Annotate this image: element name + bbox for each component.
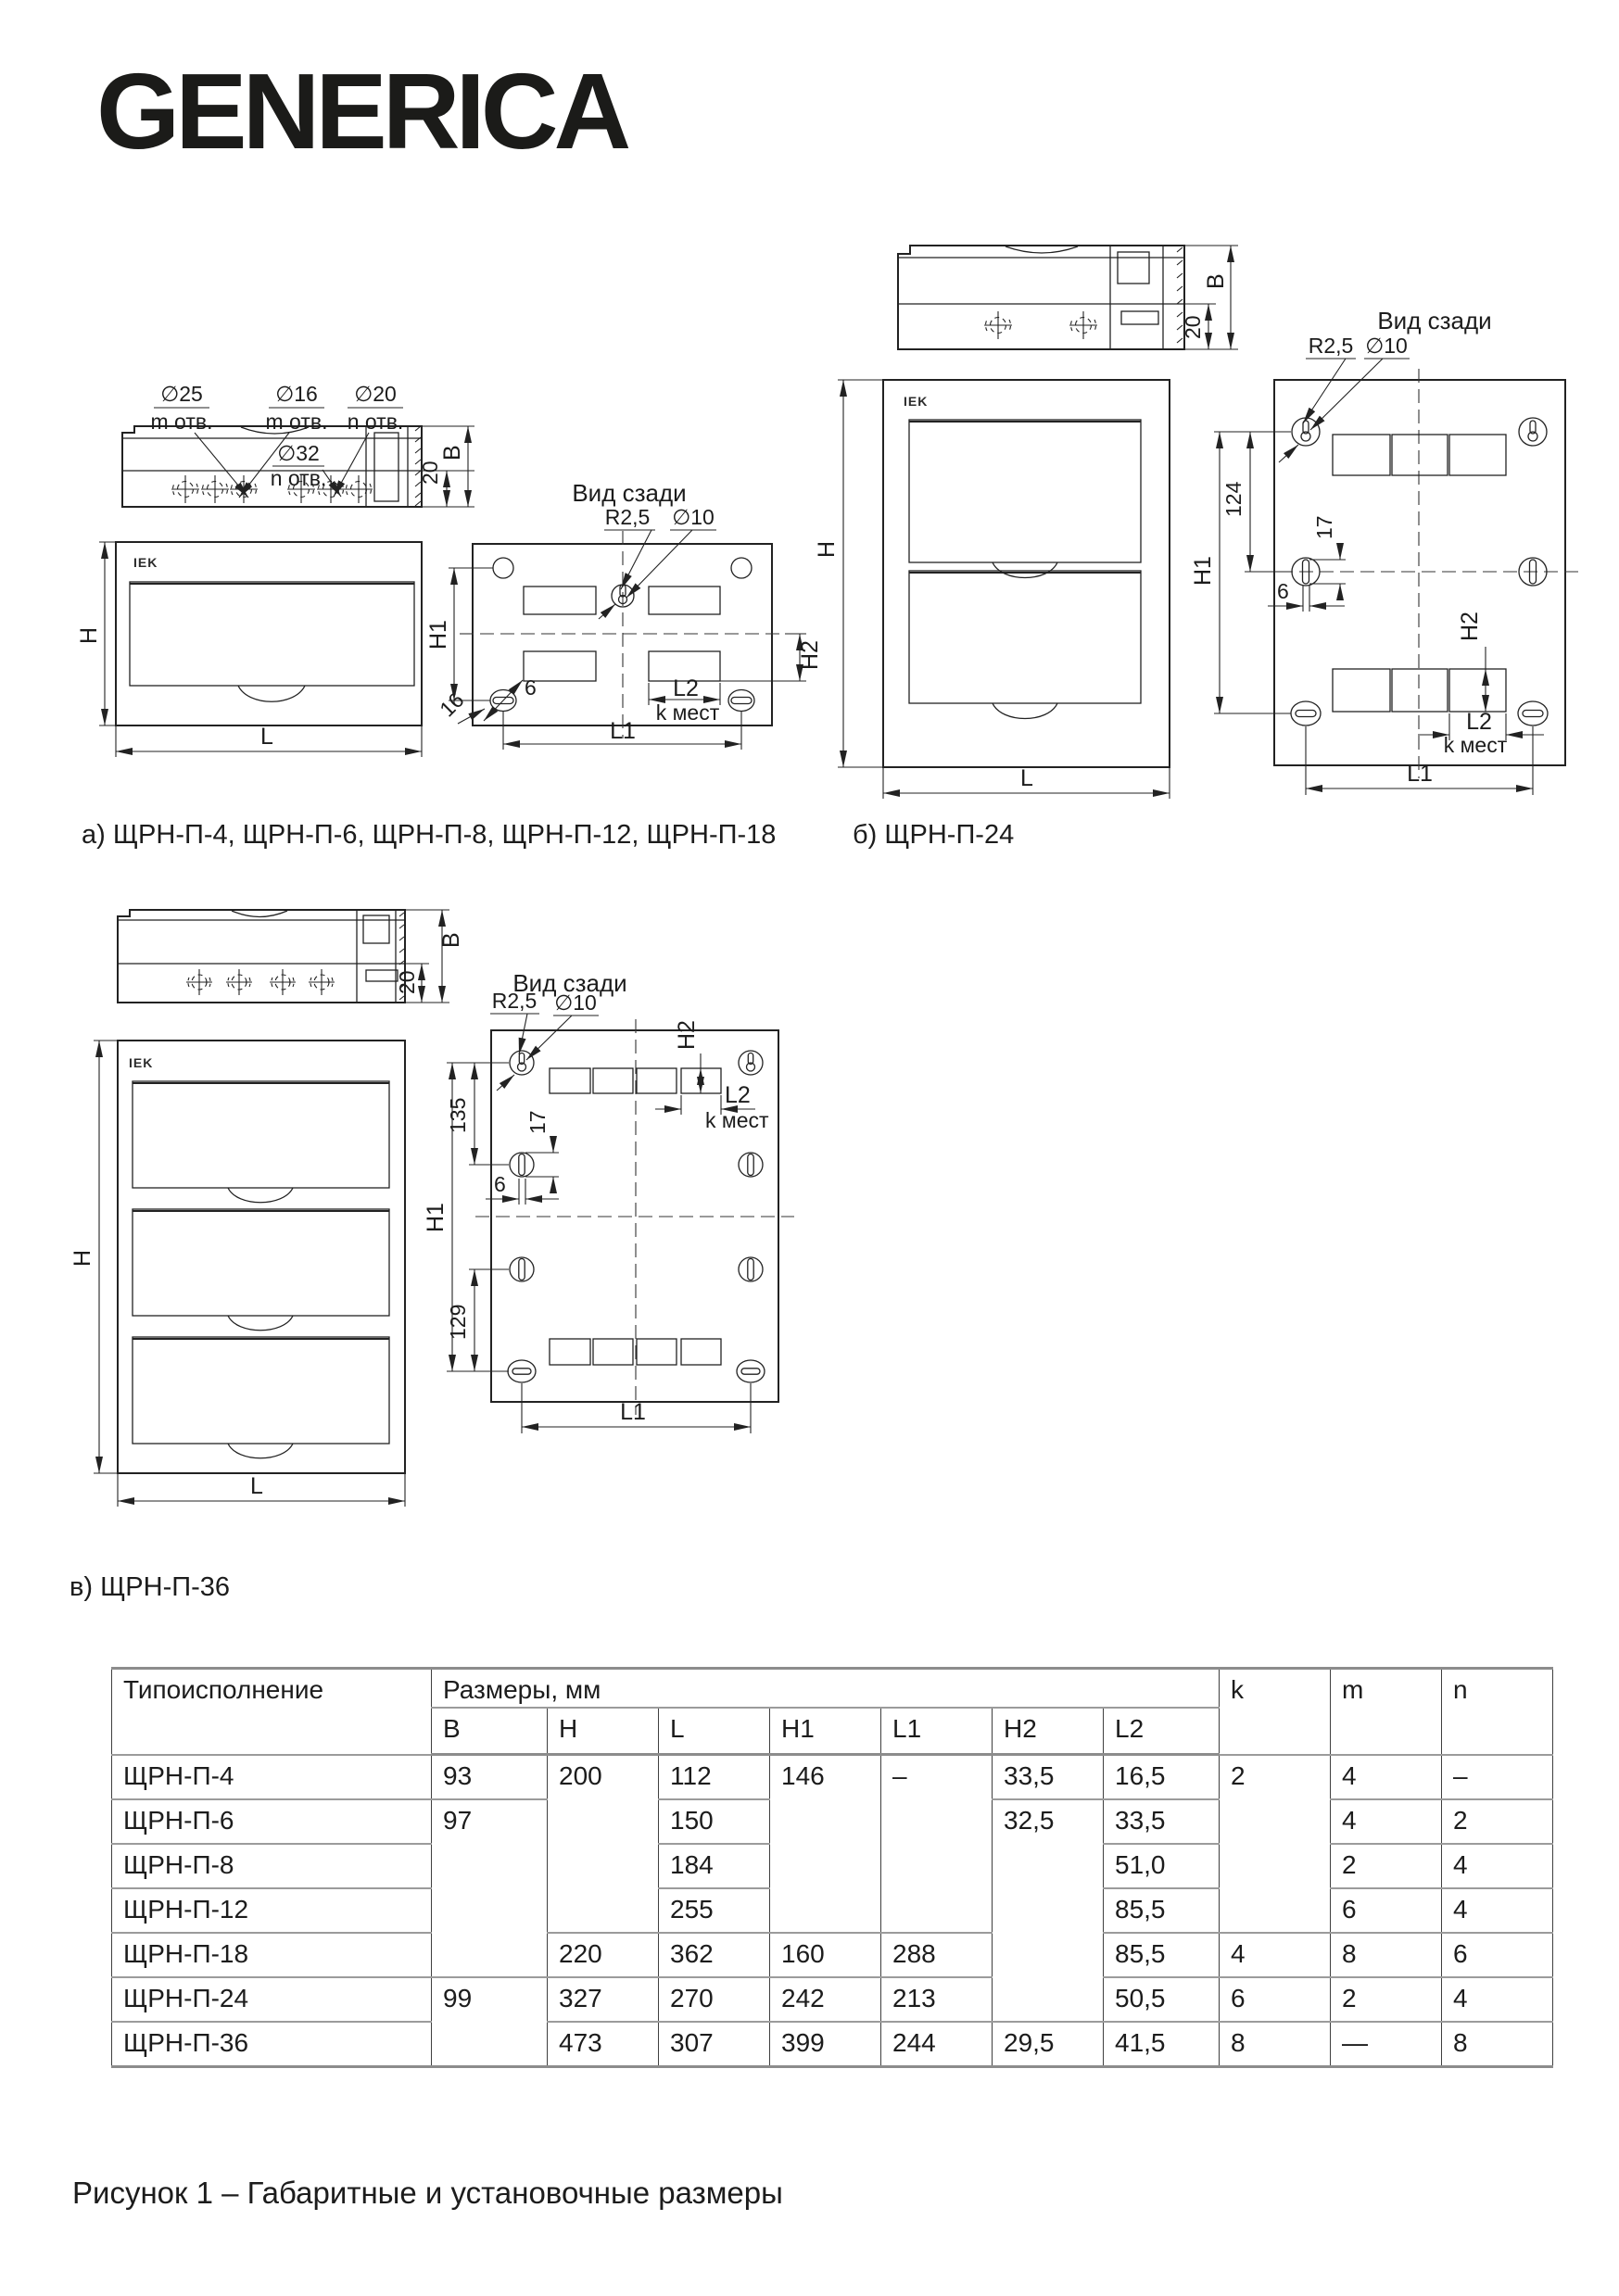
a-label-d16-qty: m отв. bbox=[265, 410, 328, 434]
header-h2: H2 bbox=[993, 1708, 1104, 1755]
a-label-d25: ∅25 bbox=[160, 382, 203, 406]
b-dim-l: L bbox=[1020, 765, 1033, 791]
cell: 213 bbox=[881, 1977, 993, 2022]
cell: 184 bbox=[659, 1844, 770, 1888]
cell: 4 bbox=[1331, 1755, 1442, 1800]
a-dim-h: H bbox=[76, 626, 102, 644]
cell: 51,0 bbox=[1104, 1844, 1220, 1888]
cell: ЩРН-П-8 bbox=[112, 1844, 432, 1888]
a-dim-l: L bbox=[260, 724, 273, 750]
header-l: L bbox=[659, 1708, 770, 1755]
cell: 85,5 bbox=[1104, 1888, 1220, 1933]
header-h: H bbox=[548, 1708, 659, 1755]
b-dim-h2: H2 bbox=[1457, 612, 1483, 641]
a-dim-6: 6 bbox=[525, 675, 537, 700]
cell: 4 bbox=[1442, 1977, 1553, 2022]
cell: 242 bbox=[770, 1977, 881, 2022]
a-front-view-geometry bbox=[116, 542, 422, 725]
cell: 29,5 bbox=[993, 2022, 1104, 2067]
cell: 255 bbox=[659, 1888, 770, 1933]
b-dim-17: 17 bbox=[1312, 515, 1336, 539]
table-row bbox=[112, 2022, 1553, 2067]
a-rear-title: Вид сзади bbox=[572, 479, 687, 507]
v-front-dims bbox=[70, 1041, 405, 1507]
header-l1: L1 bbox=[881, 1708, 993, 1755]
v-rear-view-geometry bbox=[475, 1019, 794, 1415]
drawing-a bbox=[56, 375, 843, 811]
cell: 160 bbox=[770, 1933, 881, 1977]
drawing-b bbox=[816, 232, 1613, 801]
a-dim-20: 20 bbox=[418, 460, 442, 485]
a-label-d20: ∅20 bbox=[354, 382, 397, 406]
cell: 6 bbox=[1331, 1888, 1442, 1933]
a-dim-l2: L2 bbox=[673, 675, 699, 701]
cell: – bbox=[1442, 1755, 1553, 1800]
header-h1: H1 bbox=[770, 1708, 881, 1755]
cell: 97 bbox=[432, 1799, 548, 1977]
a-label-d25-qty: m отв. bbox=[150, 410, 213, 434]
v-dim-r: R2,5 bbox=[491, 989, 538, 1013]
cell: 150 bbox=[659, 1799, 770, 1844]
table-row bbox=[112, 1933, 1553, 1977]
v-dim-l: L bbox=[250, 1473, 263, 1499]
b-dim-6: 6 bbox=[1277, 579, 1289, 603]
cell: 2 bbox=[1442, 1799, 1553, 1844]
b-rear-dims bbox=[1190, 334, 1544, 795]
a-label-d16: ∅16 bbox=[275, 382, 318, 406]
cell: 99 bbox=[432, 1977, 548, 2067]
a-dim-k: k мест bbox=[655, 700, 720, 725]
cell: 4 bbox=[1442, 1844, 1553, 1888]
cell: 146 bbox=[770, 1755, 881, 1934]
a-dim-h1: H1 bbox=[425, 620, 451, 650]
cell: 85,5 bbox=[1104, 1933, 1220, 1977]
b-dim-b: B bbox=[1203, 273, 1229, 289]
v-rear-dims bbox=[423, 989, 769, 1433]
header-type: Типоисполнение bbox=[112, 1669, 432, 1755]
v-dim-17: 17 bbox=[525, 1110, 550, 1134]
a-label-d32-qty: n отв. bbox=[270, 466, 327, 490]
b-front-dims bbox=[814, 380, 1170, 799]
v-dim-h2: H2 bbox=[674, 1020, 700, 1050]
v-dim-20: 20 bbox=[395, 970, 419, 994]
v-dim-6: 6 bbox=[494, 1172, 506, 1196]
cell: 32,5 bbox=[993, 1799, 1104, 2022]
table-row bbox=[112, 1755, 1553, 1800]
cell: 93 bbox=[432, 1755, 548, 1800]
v-dim-l2: L2 bbox=[725, 1082, 751, 1108]
header-m: m bbox=[1331, 1669, 1442, 1755]
v-top-view-geometry bbox=[118, 910, 464, 1003]
a-rear-view-geometry bbox=[460, 531, 785, 738]
a-label-d20-qty: n отв. bbox=[347, 410, 404, 434]
cell: 2 bbox=[1331, 1977, 1442, 2022]
cell: 220 bbox=[548, 1933, 659, 1977]
cell: 244 bbox=[881, 2022, 993, 2067]
cell: 327 bbox=[548, 1977, 659, 2022]
cell: 2 bbox=[1331, 1844, 1442, 1888]
v-dim-129: 129 bbox=[446, 1304, 470, 1340]
a-dim-l1: L1 bbox=[610, 718, 636, 744]
a-label-d32: ∅32 bbox=[277, 441, 320, 465]
cell: 307 bbox=[659, 2022, 770, 2067]
cell: — bbox=[1331, 2022, 1442, 2067]
cell: ЩРН-П-24 bbox=[112, 1977, 432, 2022]
a-iek-logo: IEK bbox=[133, 555, 158, 570]
dimensions-table bbox=[111, 1667, 1553, 2068]
v-dim-135: 135 bbox=[446, 1097, 470, 1133]
cell: 6 bbox=[1442, 1933, 1553, 1977]
b-dim-h: H bbox=[814, 540, 840, 558]
b-top-view-geometry bbox=[898, 246, 1238, 349]
a-dim-b: B bbox=[439, 445, 465, 460]
v-dim-l1: L1 bbox=[620, 1399, 646, 1425]
cell: 41,5 bbox=[1104, 2022, 1220, 2067]
b-dim-l2: L2 bbox=[1466, 709, 1492, 735]
a-rear-dims bbox=[425, 479, 823, 750]
b-dim-20: 20 bbox=[1181, 315, 1205, 339]
cell: 33,5 bbox=[1104, 1799, 1220, 1844]
cell: ЩРН-П-12 bbox=[112, 1888, 432, 1933]
cell: 200 bbox=[548, 1755, 659, 1934]
v-dim-b: B bbox=[438, 932, 464, 948]
v-iek-logo: IEK bbox=[129, 1055, 154, 1070]
b-rear-view-geometry bbox=[1259, 369, 1581, 778]
cell: 2 bbox=[1220, 1755, 1331, 1934]
b-dim-h1: H1 bbox=[1190, 556, 1216, 586]
a-dim-r: R2,5 bbox=[604, 505, 651, 529]
v-front-view-geometry bbox=[118, 1041, 405, 1473]
b-dim-l1: L1 bbox=[1407, 761, 1433, 787]
cell: 112 bbox=[659, 1755, 770, 1800]
generica-logo: GENERICA bbox=[96, 51, 627, 171]
b-iek-logo: IEK bbox=[904, 394, 929, 409]
v-rear-title: Вид сзади bbox=[512, 969, 627, 997]
cell: 8 bbox=[1331, 1933, 1442, 1977]
table-row bbox=[112, 1977, 1553, 2022]
cell: ЩРН-П-36 bbox=[112, 2022, 432, 2067]
cell: 362 bbox=[659, 1933, 770, 1977]
v-dim-d10: ∅10 bbox=[554, 990, 597, 1015]
b-dim-k: k мест bbox=[1443, 733, 1508, 757]
header-k: k bbox=[1220, 1669, 1331, 1755]
header-l2: L2 bbox=[1104, 1708, 1220, 1755]
caption-v: в) ЩРН-П-36 bbox=[70, 1572, 231, 1602]
header-sizes-group: Размеры, мм bbox=[432, 1669, 1220, 1709]
cell: – bbox=[881, 1755, 993, 1934]
drawing-v bbox=[51, 903, 853, 1526]
cell: 6 bbox=[1220, 1977, 1331, 2022]
cell: 16,5 bbox=[1104, 1755, 1220, 1800]
cell: 33,5 bbox=[993, 1755, 1104, 1800]
a-dim-d10: ∅10 bbox=[672, 505, 715, 529]
caption-a: а) ЩРН-П-4, ЩРН-П-6, ЩРН-П-8, ЩРН-П-12, ЩРН-П-18 bbox=[82, 820, 777, 850]
v-dim-h1: H1 bbox=[423, 1203, 449, 1232]
cell: 4 bbox=[1220, 1933, 1331, 1977]
b-front-view-geometry bbox=[883, 380, 1170, 767]
cell: 270 bbox=[659, 1977, 770, 2022]
a-top-dims bbox=[418, 426, 474, 507]
v-dim-h: H bbox=[70, 1249, 95, 1267]
cell: 399 bbox=[770, 2022, 881, 2067]
b-rear-title: Вид сзади bbox=[1377, 307, 1492, 334]
cell: 50,5 bbox=[1104, 1977, 1220, 2022]
cell: ЩРН-П-4 bbox=[112, 1755, 432, 1800]
cell: 4 bbox=[1331, 1799, 1442, 1844]
cell: 4 bbox=[1442, 1888, 1553, 1933]
header-n: n bbox=[1442, 1669, 1553, 1755]
figure-caption: Рисунок 1 – Габаритные и установочные размеры bbox=[72, 2176, 783, 2210]
cell: ЩРН-П-6 bbox=[112, 1799, 432, 1844]
cell: 473 bbox=[548, 2022, 659, 2067]
cell: 8 bbox=[1442, 2022, 1553, 2067]
a-dim-h2: H2 bbox=[797, 640, 823, 670]
header-b: B bbox=[432, 1708, 548, 1755]
cell: 8 bbox=[1220, 2022, 1331, 2067]
b-dim-124: 124 bbox=[1221, 481, 1246, 517]
caption-b: б) ЩРН-П-24 bbox=[853, 820, 1015, 850]
cell: ЩРН-П-18 bbox=[112, 1933, 432, 1977]
cell: 288 bbox=[881, 1933, 993, 1977]
v-dim-k: k мест bbox=[705, 1108, 769, 1132]
a-dim-16: 16 bbox=[435, 688, 469, 722]
b-dim-d10: ∅10 bbox=[1365, 334, 1408, 358]
b-dim-r: R2,5 bbox=[1308, 334, 1354, 358]
